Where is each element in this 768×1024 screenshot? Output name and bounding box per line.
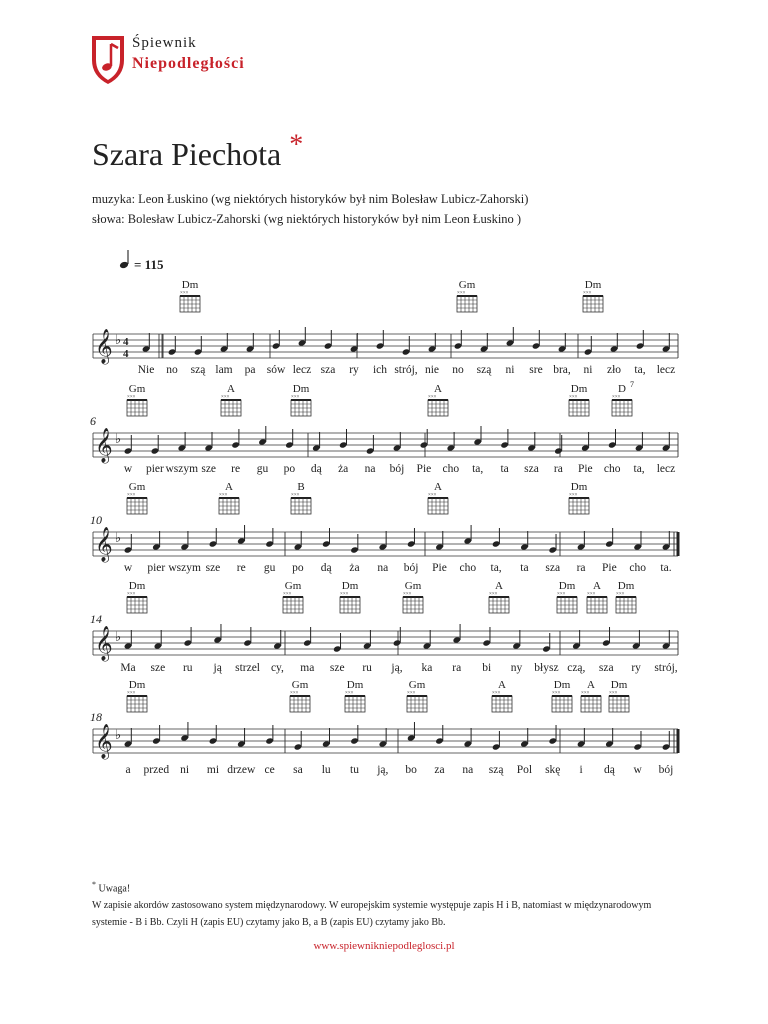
lyric-syllable: ra: [576, 562, 586, 574]
lyric-syllable: lecz: [292, 364, 312, 376]
lyric-syllable: ry: [631, 662, 641, 674]
lyric-syllable: sze: [205, 562, 221, 574]
lyric-syllable: ru: [182, 662, 193, 674]
lyric-syllable: Nie: [137, 364, 155, 376]
chord-diagram-muted: ×××: [569, 395, 578, 400]
song-title-text: Szara Piechota: [92, 136, 282, 172]
chord-name: Dm: [610, 679, 628, 691]
chord-name: B: [297, 481, 305, 493]
chord-diagram-muted: ×××: [283, 592, 292, 597]
lyric-syllable: ją,: [391, 662, 403, 674]
flat-key-signature-icon: ♭: [115, 332, 122, 347]
measure-number: 14: [90, 612, 102, 626]
flat-key-signature-icon: ♭: [115, 727, 122, 742]
lyric-syllable: skę: [545, 764, 561, 776]
lyric-syllable: lecz: [656, 463, 676, 475]
lyric-syllable: cho: [603, 463, 621, 475]
chord-name: D: [618, 383, 626, 395]
lyric-syllable: ża: [349, 562, 360, 574]
chord-diagram-muted: ×××: [290, 691, 299, 696]
lyric-syllable: bo: [405, 764, 417, 776]
lyric-syllable: re: [236, 562, 246, 574]
lyric-syllable: sza: [598, 662, 614, 674]
lyric-syllable: w: [123, 562, 133, 574]
lyric-syllable: strzel: [235, 662, 261, 674]
chord-name: Dm: [584, 279, 602, 291]
lyric-syllable: ta: [520, 562, 529, 574]
chord-diagram-muted: ×××: [609, 691, 618, 696]
lyric-syllable: dą: [320, 562, 332, 574]
brand-name-line2: Niepodległości: [132, 55, 245, 72]
footnote-heading: Uwaga!: [98, 883, 131, 895]
chord-diagram-muted: ×××: [557, 592, 566, 597]
chord-diagram-muted: ×××: [569, 493, 578, 498]
chord-diagram-muted: ×××: [407, 691, 416, 696]
chord-diagram-muted: ×××: [403, 592, 412, 597]
chord-name: A: [495, 580, 503, 592]
chord-diagram-muted: ×××: [340, 592, 349, 597]
lyric-syllable: sze: [150, 662, 166, 674]
lyric-syllable: ta.: [660, 562, 672, 574]
chord-name: Dm: [558, 580, 576, 592]
lyric-syllable: dą: [310, 463, 322, 475]
lyric-syllable: lu: [321, 764, 331, 776]
lyric-syllable: ni: [505, 364, 515, 376]
chord-name: Gm: [458, 279, 476, 291]
lyric-syllable: strój,: [394, 364, 418, 376]
lyric-syllable: Pie: [577, 463, 593, 475]
lyric-syllable: dą: [603, 764, 615, 776]
chord-name: Dm: [570, 481, 588, 493]
lyric-syllable: pier: [147, 562, 166, 574]
chord-name: Dm: [128, 679, 146, 691]
lyric-syllable: Pie: [416, 463, 432, 475]
lyric-syllable: ra: [553, 463, 563, 475]
lyric-syllable: sze: [201, 463, 217, 475]
lyric-syllable: mi: [206, 764, 220, 776]
lyric-syllable: drzew: [227, 764, 256, 776]
chord-diagram-muted: ×××: [492, 691, 501, 696]
lyric-syllable: ta,: [472, 463, 484, 475]
lyric-syllable: bra,: [553, 364, 571, 376]
lyric-syllable: cho: [459, 562, 477, 574]
lyric-syllable: sa: [293, 764, 303, 776]
chord-diagram-muted: ×××: [127, 395, 136, 400]
chord-name: Dm: [570, 383, 588, 395]
flat-key-signature-icon: ♭: [115, 530, 122, 545]
chord-diagram-muted: ×××: [221, 395, 230, 400]
chord-name: A: [225, 481, 233, 493]
chord-name: A: [434, 383, 442, 395]
chord-diagram-muted: ×××: [291, 493, 300, 498]
lyric-syllable: gu: [256, 463, 269, 475]
chord-diagram-muted: ×××: [552, 691, 561, 696]
lyric-syllable: Pie: [432, 562, 447, 574]
lyric-syllable: na: [377, 562, 389, 574]
lyric-syllable: ta,: [633, 463, 645, 475]
lyric-syllable: za: [434, 764, 445, 776]
lyric-syllable: ni: [583, 364, 593, 376]
lyric-syllable: na: [364, 463, 376, 475]
chord-diagram-muted: ×××: [587, 592, 596, 597]
measure-number: 6: [90, 414, 96, 428]
lyric-syllable: no: [452, 364, 464, 376]
chord-name: Dm: [128, 580, 146, 592]
chord-diagram-muted: ×××: [180, 291, 189, 296]
lyric-syllable: ta: [500, 463, 509, 475]
lyric-syllable: Pol: [516, 764, 533, 776]
chord-diagram-muted: ×××: [428, 493, 437, 498]
chord-name: Dm: [341, 580, 359, 592]
chord-name: A: [434, 481, 442, 493]
lyric-syllable: bi: [482, 662, 492, 674]
lyric-syllable: ka: [421, 662, 433, 674]
chord-name: Gm: [408, 679, 426, 691]
chord-name: Gm: [128, 383, 146, 395]
lyric-syllable: a: [125, 764, 131, 776]
lyric-syllable: cy,: [270, 662, 284, 674]
lyric-syllable: ją: [213, 662, 222, 674]
chord-diagram-muted: ×××: [345, 691, 354, 696]
lyric-syllable: ta,: [634, 364, 646, 376]
chord-name: Gm: [404, 580, 422, 592]
time-signature-bottom: 4: [123, 348, 129, 360]
chord-name: Dm: [292, 383, 310, 395]
chord-name: Dm: [181, 279, 199, 291]
tempo-marking: = 115: [134, 257, 164, 272]
lyric-syllable: ją,: [377, 764, 389, 776]
lyric-syllable: szą: [488, 764, 504, 776]
lyric-syllable: cho: [442, 463, 460, 475]
lyric-syllable: błysz: [534, 662, 559, 674]
lyric-syllable: Pie: [602, 562, 617, 574]
lyric-syllable: re: [231, 463, 241, 475]
lyric-syllable: na: [462, 764, 474, 776]
lyric-syllable: no: [166, 364, 178, 376]
lyric-syllable: sów: [266, 364, 286, 376]
chord-diagram-muted: ×××: [489, 592, 498, 597]
chord-diagram-muted: ×××: [457, 291, 466, 296]
lyric-syllable: po: [283, 463, 296, 475]
lyric-syllable: wszym: [168, 562, 201, 574]
chord-name: A: [498, 679, 506, 691]
treble-clef-icon: 𝄞: [95, 330, 113, 363]
lyric-syllable: w: [633, 764, 642, 776]
lyric-syllable: ża: [338, 463, 349, 475]
music-credit: muzyka: Leon Łuskino (wg niektórych historyków był nim Bolesław Lubicz-Zahorski): [92, 192, 529, 206]
measure-number: 10: [90, 513, 102, 527]
lyric-syllable: szą: [190, 364, 206, 376]
lyric-syllable: ra: [452, 662, 462, 674]
lyric-syllable: czą,: [567, 662, 586, 674]
chord-diagram-muted: ×××: [428, 395, 437, 400]
lyric-syllable: sze: [329, 662, 345, 674]
lyric-syllable: cho: [629, 562, 646, 574]
chord-name: Dm: [617, 580, 635, 592]
lyrics-credit: słowa: Bolesław Lubicz-Zahorski (wg niektórych historyków był nim Leon Łuskino ): [92, 212, 522, 226]
treble-clef-icon: 𝄞: [95, 725, 113, 758]
lyric-syllable: tu: [350, 764, 360, 776]
lyric-syllable: bój: [389, 463, 405, 475]
title-asterisk: *: [289, 129, 304, 161]
lyric-syllable: ry: [349, 364, 359, 376]
chord-diagram-muted: ×××: [127, 691, 136, 696]
lyric-syllable: pa: [244, 364, 256, 376]
lyric-syllable: gu: [263, 562, 276, 574]
chord-name: A: [593, 580, 601, 592]
chord-diagram-muted: ×××: [219, 493, 228, 498]
lyric-syllable: w: [123, 463, 133, 475]
lyric-syllable: sza: [320, 364, 336, 376]
chord-diagram-muted: ×××: [616, 592, 625, 597]
lyric-syllable: ru: [362, 662, 372, 674]
lyric-syllable: strój,: [654, 662, 678, 674]
lyric-syllable: zło: [606, 364, 622, 376]
lyric-syllable: nie: [424, 364, 440, 376]
chord-diagram-muted: ×××: [581, 691, 590, 696]
chord-diagram-muted: ×××: [127, 592, 136, 597]
lyric-syllable: lam: [215, 364, 233, 376]
lyric-syllable: i: [579, 764, 583, 776]
lyric-syllable: przed: [143, 764, 170, 776]
lyric-syllable: ich: [372, 364, 388, 376]
chord-diagram-muted: ×××: [612, 395, 621, 400]
lyric-syllable: sza: [524, 463, 539, 475]
chord-diagram-muted: ×××: [291, 395, 300, 400]
footnote-text: W zapisie akordów zastosowano system międzynarodowy. W europejskim systemie występuje zapis H i B, natomiast w międzynarodowym systemie - B i Bb. Czyli H (zapis EU) czytamy jako B, a B (zapis EU) czytamy jako Bb.: [92, 900, 652, 929]
website-link[interactable]: www.spiewnikniepodleglosci.pl: [313, 940, 455, 952]
footnote: [92, 876, 652, 931]
chord-diagram-muted: ×××: [583, 291, 592, 296]
chord-diagram-muted: ×××: [127, 493, 136, 498]
treble-clef-icon: 𝄞: [95, 429, 113, 462]
chord-name: Gm: [284, 580, 302, 592]
lyric-syllable: ma: [300, 662, 315, 674]
lyric-syllable: ta,: [490, 562, 502, 574]
lyric-syllable: ni: [180, 764, 190, 776]
treble-clef-icon: 𝄞: [95, 627, 113, 660]
lyric-syllable: sza: [545, 562, 561, 574]
chord-superscript: 7: [630, 380, 634, 389]
flat-key-signature-icon: ♭: [115, 431, 122, 446]
lyric-syllable: bój: [403, 562, 419, 574]
chord-name: Gm: [291, 679, 309, 691]
lyric-syllable: bój: [658, 764, 674, 776]
treble-clef-icon: 𝄞: [95, 528, 113, 561]
chord-name: Dm: [553, 679, 571, 691]
measure-number: 18: [90, 710, 102, 724]
footnote-asterisk: *: [92, 880, 96, 889]
lyric-syllable: wszym: [165, 463, 199, 475]
lyric-syllable: po: [292, 562, 304, 574]
chord-name: Gm: [128, 481, 146, 493]
chord-name: A: [227, 383, 235, 395]
lyric-syllable: Ma: [120, 662, 136, 674]
brand-name-line1: Śpiewnik: [132, 35, 197, 51]
lyric-syllable: ce: [264, 764, 275, 776]
flat-key-signature-icon: ♭: [115, 629, 122, 644]
chord-name: A: [587, 679, 595, 691]
lyric-syllable: szą: [476, 364, 492, 376]
lyric-syllable: pier: [145, 463, 164, 475]
lyric-syllable: sre: [529, 364, 543, 376]
time-signature-top: 4: [123, 336, 129, 348]
lyric-syllable: ny: [510, 662, 523, 674]
chord-name: Dm: [346, 679, 364, 691]
lyric-syllable: lecz: [656, 364, 676, 376]
